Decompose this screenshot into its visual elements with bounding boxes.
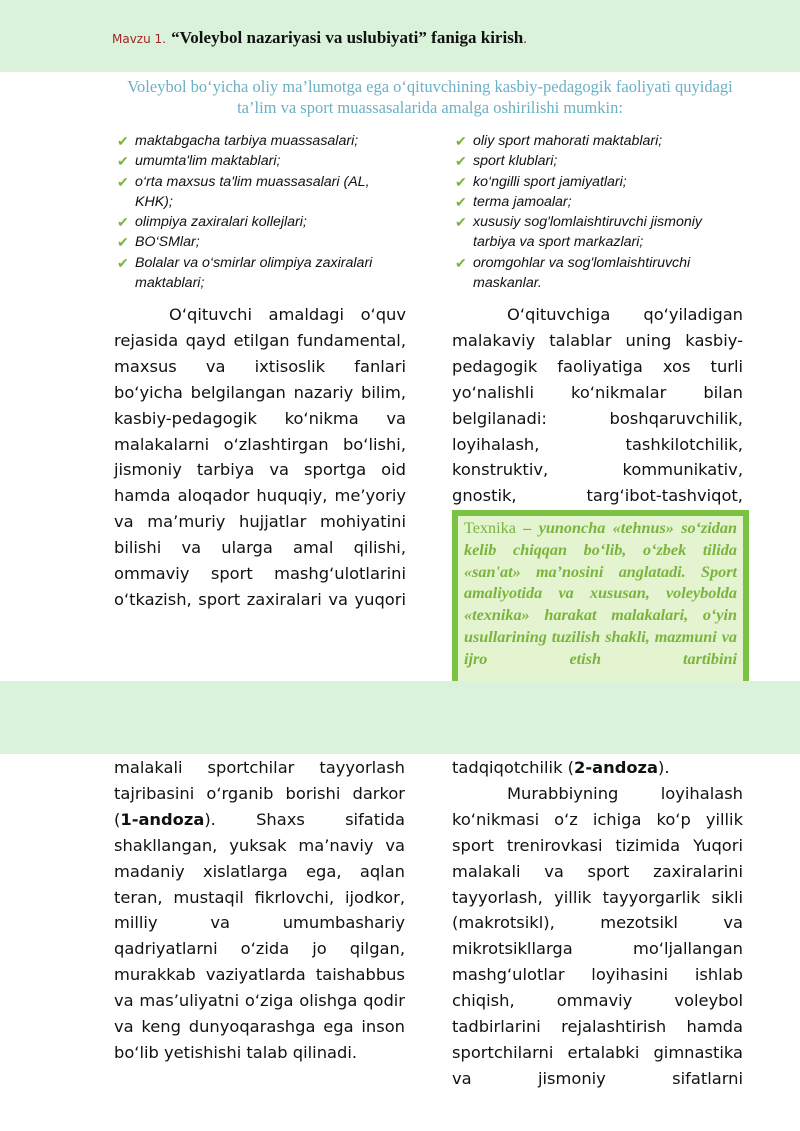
paragraph-left-top — [114, 302, 406, 613]
checkmark-icon: ✔ — [117, 153, 129, 170]
list-item — [455, 253, 745, 294]
list-item-text: oliy sport mahorati maktablari; — [473, 133, 663, 149]
list-item-text: sport klublari; — [473, 153, 558, 170]
institution-list-left — [117, 131, 409, 293]
list-item — [455, 172, 745, 192]
checkmark-icon: ✔ — [117, 214, 129, 231]
list-item — [117, 131, 409, 151]
list-item-text: Bolalar va o‘smirlar olimpiya zaxiralari maktablari; — [135, 254, 373, 292]
paragraph-text: O‘qituvchiga qo‘yiladigan malakaviy talablar uning kasbiy-pedagogik faoliyatiga xos turli yo‘nalishli ko‘nikmalar bilan belgilanadi: boshqaruvchilik, loyihalash, tashkilotchilik, konstruktiv, kommunikativ, gnostik, targ‘ibot-tashviqot, — [452, 305, 743, 506]
topic-title: “Voleybol nazariyasi va uslubiyati” faniga kirish — [171, 28, 524, 47]
checkmark-icon: ✔ — [455, 133, 467, 149]
paragraph-segment: malakali sportchilar tayyorlash tajribasini o‘rganib borishi darkor ( — [114, 758, 405, 829]
checkmark-icon: ✔ — [117, 173, 129, 190]
list-item-text: o‘rta maxsus ta'lim muassasalari (AL, KHK); — [135, 173, 370, 210]
list-item — [455, 192, 745, 212]
list-item — [117, 212, 409, 232]
paragraph-right-bottom — [452, 755, 743, 1092]
figure-reference: 1-andoza — [120, 809, 205, 829]
list-item-text: terma jamoalar; — [473, 193, 572, 210]
intro-text: Voleybol bo‘yicha oliy ma’lumotga ega o‘qituvchining kasbiy-pedagogik faoliyati quyidagi ta’lim va sport muassasalarida amalga oshirilishi mumkin: — [127, 77, 733, 117]
checkmark-icon: ✔ — [455, 173, 467, 190]
list-item-text: xususiy sog'lomlaishtiruvchi jismoniy tarbiya va sport markazlari; — [473, 214, 702, 251]
list-item — [455, 131, 745, 151]
paragraph-segment: ). — [658, 758, 670, 777]
list-item — [455, 151, 745, 171]
list-item — [117, 253, 409, 294]
checkmark-icon: ✔ — [117, 254, 129, 271]
page-break-band — [0, 681, 800, 754]
term-definition: – yunoncha «tehnus» so‘zidan kelib chiqqan bo‘lib, o‘zbek tilida «san'at» ma’nosini anglatadi. Sport amaliyotida va xususan, voleybolda «texnika» harakat malakalari, o‘yin usullarining tuzilish shakli, mazmuni va ijro etish tartibini — [464, 519, 737, 668]
paragraph-left-bottom — [114, 755, 405, 1066]
list-item-text: maktabgacha tarbiya muassasalari; — [135, 133, 359, 149]
paragraph-right-top — [452, 302, 743, 509]
paragraph-text — [114, 755, 405, 1066]
list-item — [117, 232, 409, 252]
paragraph-text: Murabbiyning loyihalash ko‘nikmasi o‘z ichiga ko‘p yillik sport trenirovkasi tizimida Yuqori malakali va sport zaxiralarini tayyorlash, yillik tayyorgarlik sikli (makrotsikl), mezotsikl va mikrotsikllarga mo‘ljallangan mashg‘ulotlar loyihasini ishlab chiqish, ommaviy voleybol tadbirlarini rejalashtirish hamda sportchilarni ertalabki gimnastika va jismoniy sifatlarni — [452, 783, 743, 1088]
paragraph-segment: ). Shaxs sifatida shakllangan, yuksak ma’naviy va madaniy xislatlarga ega, aqlan teran, mustaqil fikrlovchi, ijodkor, milliy va umumbashariy qadriyatlarni o‘zida jo qilgan, murakkab vaziyatlarda taishabbus va mas’uliyatni o‘ziga olishga qodir va keng dunyoqarashga ega inson bo‘lib yetishishi talab qilinadi. — [114, 809, 405, 1062]
checkmark-icon: ✔ — [455, 153, 467, 170]
checkmark-icon: ✔ — [117, 234, 129, 251]
paragraph-text — [452, 755, 743, 781]
list-item-text: ko‘ngilli sport jamiyatlari; — [473, 173, 627, 190]
list-item-text: olimpiya zaxiralari kollejlari; — [135, 214, 307, 231]
list-item-text: oromgohlar va sog'lomlaishtiruvchi maskanlar. — [473, 254, 691, 292]
checkmark-icon: ✔ — [117, 133, 129, 149]
list-item-text: BO‘SMlar; — [135, 234, 200, 251]
list-item-text: umumta'lim maktablari; — [135, 153, 281, 170]
checkmark-icon: ✔ — [455, 214, 467, 231]
paragraph-text: O‘qituvchi amaldagi o‘quv rejasida qayd etilgan fundamental, maxsus va ixtisoslik fanlari bo‘yicha belgilangan nazariy bilim, kasbiy-pedagogik ko‘nikma va malakalarni o‘zlashtirgan bo‘lishi, jismoniy tarbiya va sportga oid hamda aloqador huquqiy, me’yoriy va ma’muriy hujjatlar mohiyatini bilishi va ularga amal qilishi, ommaviy sport mashg‘ulotlarini o‘tkazish, sport zaxiralari va yuqori — [114, 305, 406, 609]
page-header — [112, 28, 527, 48]
topic-number: Mavzu 1. — [112, 32, 166, 46]
term-word: Texnika — [464, 519, 516, 537]
term-definition-text — [458, 516, 743, 681]
list-item — [455, 212, 745, 253]
checkmark-icon: ✔ — [455, 193, 467, 210]
list-item — [117, 151, 409, 171]
title-period: . — [523, 31, 528, 47]
institution-list-right — [455, 131, 745, 293]
checkmark-icon: ✔ — [455, 254, 467, 271]
figure-reference: 2-andoza — [574, 758, 658, 777]
list-item — [117, 172, 409, 213]
paragraph-segment: tadqiqotchilik ( — [452, 758, 575, 777]
term-definition-box — [452, 510, 749, 681]
